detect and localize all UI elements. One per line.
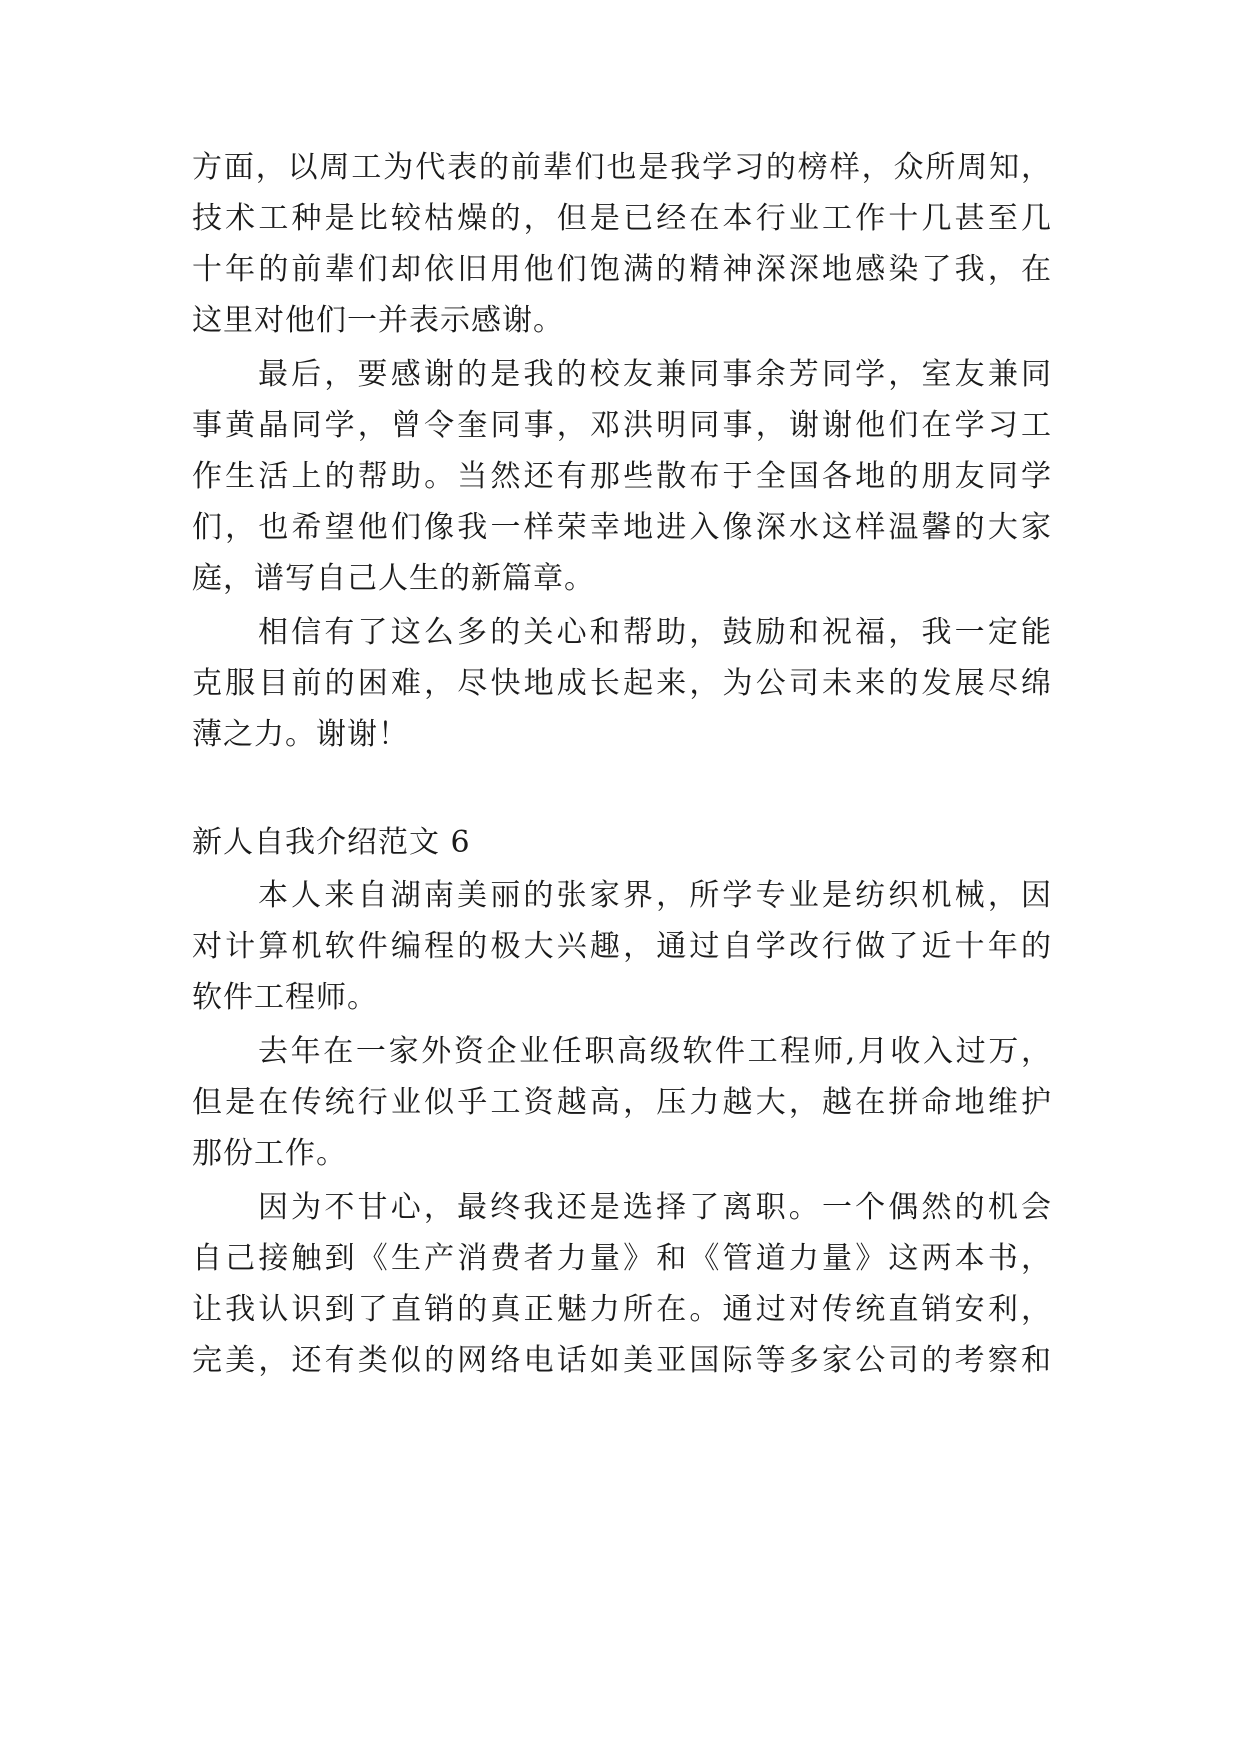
- paragraph-line: 自己接触到《生产消费者力量》和《管道力量》这两本书，: [192, 1241, 1052, 1276]
- paragraph-line: 让我认识到了直销的真正魅力所在。通过对传统直销安利，: [192, 1292, 1052, 1327]
- paragraph-line: 软件工程师。: [192, 980, 378, 1015]
- paragraph-line: 技术工种是比较枯燥的，但是已经在本行业工作十几甚至几: [192, 201, 1052, 236]
- paragraph-line: 去年在一家外资企业任职高级软件工程师,月收入过万，: [258, 1034, 1052, 1069]
- paragraph-line: 事黄晶同学，曾令奎同事，邓洪明同事，谢谢他们在学习工: [192, 408, 1052, 443]
- paragraph-line: 但是在传统行业似乎工资越高，压力越大，越在拼命地维护: [192, 1085, 1052, 1120]
- paragraph-line: 薄之力。谢谢！: [192, 717, 409, 752]
- paragraph-line: 方面，以周工为代表的前辈们也是我学习的榜样，众所周知，: [192, 150, 1052, 185]
- section-heading: 新人自我介绍范文 6: [192, 825, 471, 860]
- paragraph-line: 克服目前的困难，尽快地成长起来，为公司未来的发展尽绵: [192, 666, 1052, 701]
- paragraph-line: 们，也希望他们像我一样荣幸地进入像深水这样温馨的大家: [192, 510, 1052, 545]
- paragraph-line: 相信有了这么多的关心和帮助，鼓励和祝福，我一定能: [258, 615, 1052, 650]
- paragraph-line: 庭，谱写自己人生的新篇章。: [192, 561, 595, 596]
- paragraph-line: 因为不甘心，最终我还是选择了离职。一个偶然的机会: [258, 1190, 1052, 1225]
- paragraph-line: 最后，要感谢的是我的校友兼同事余芳同学，室友兼同: [258, 357, 1052, 392]
- paragraph-line: 对计算机软件编程的极大兴趣，通过自学改行做了近十年的: [192, 929, 1052, 964]
- paragraph-line: 作生活上的帮助。当然还有那些散布于全国各地的朋友同学: [192, 459, 1052, 494]
- paragraph-line: 本人来自湖南美丽的张家界，所学专业是纺织机械，因: [258, 878, 1052, 913]
- paragraph-line: 完美，还有类似的网络电话如美亚国际等多家公司的考察和: [192, 1343, 1052, 1378]
- paragraph-line: 十年的前辈们却依旧用他们饱满的精神深深地感染了我，在: [192, 252, 1052, 287]
- paragraph-line: 这里对他们一并表示感谢。: [192, 303, 564, 338]
- paragraph-line: 那份工作。: [192, 1136, 347, 1171]
